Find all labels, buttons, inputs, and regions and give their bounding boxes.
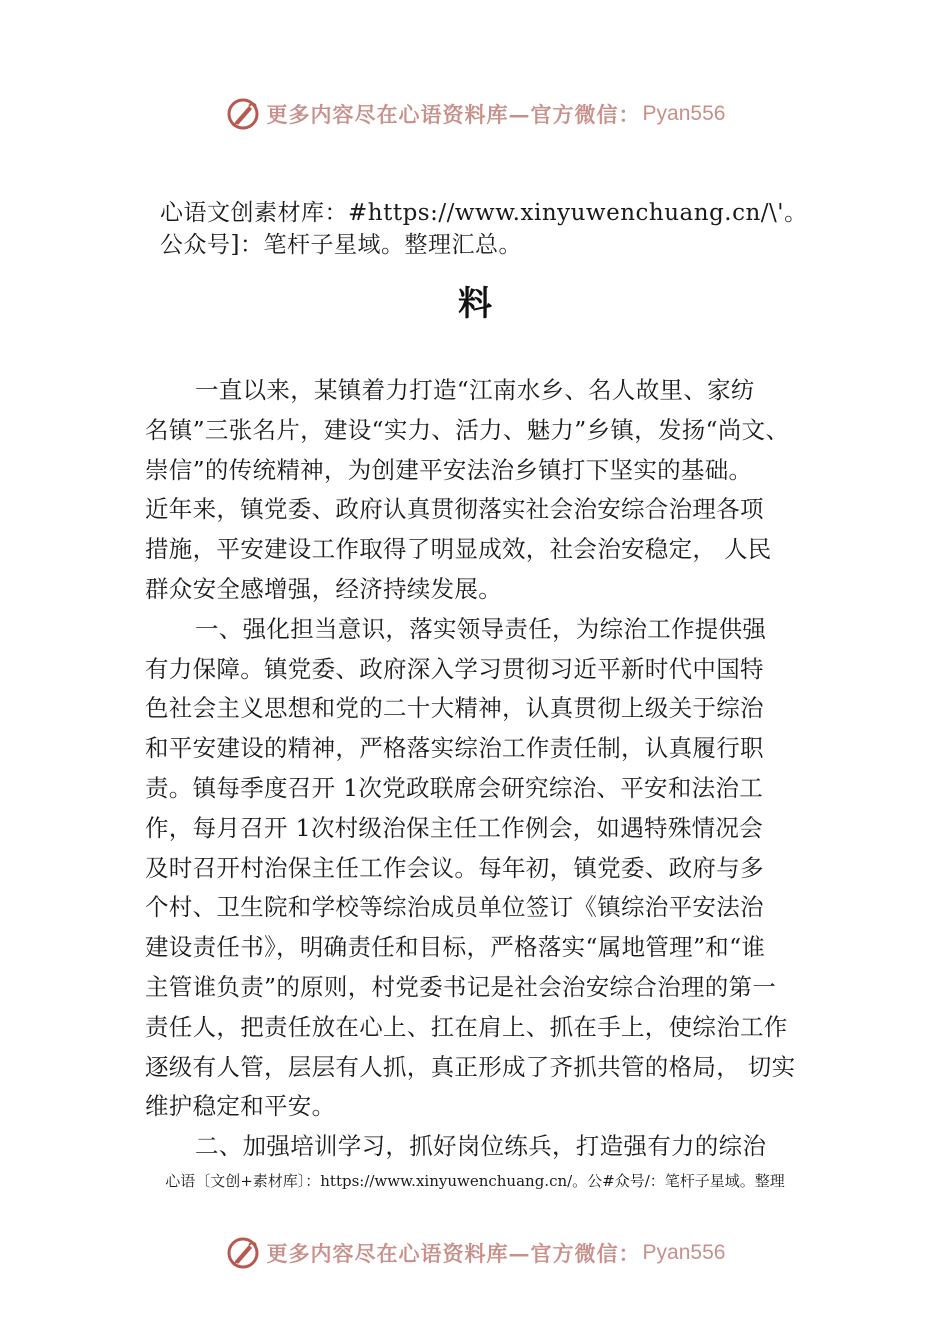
header-account-line: 公众号]：笔杆子星域。整理汇总。	[160, 232, 522, 258]
body-line: 建设责任书》，明确责任和目标，严格落实“属地管理”和“谁	[145, 933, 766, 962]
watermark-bottom	[0, 1231, 950, 1275]
body-line: 一、强化担当意识，落实领导责任，为综治工作提供强	[195, 614, 767, 643]
body-line: 逐级有人管，层层有人抓，真正形成了齐抓共管的格局， 切实	[145, 1052, 796, 1081]
body-line: 崇信”的传统精神，为创建平安法治乡镇打下坚实的基础。	[145, 455, 753, 484]
body-line: 有力保障。镇党委、政府深入学习贯彻习近平新时代中国特	[145, 654, 764, 683]
body-line: 群众安全感增强，经济持续发展。	[145, 574, 502, 603]
watermark-text: 更多内容尽在心语资料库—官方微信：	[266, 102, 641, 127]
body-line: 和平安建设的精神，严格落实综治工作责任制，认真履行职	[145, 734, 764, 763]
watermark-text: 更多内容尽在心语资料库—官方微信：	[266, 1241, 641, 1266]
watermark-top	[0, 92, 950, 136]
page-title: 料	[458, 284, 492, 324]
body-line: 一直以来，某镇着力打造“江南水乡、名人故里、家纺	[195, 376, 755, 404]
document-body	[145, 371, 845, 1167]
watermark-wechat-id: Pyan556	[642, 1241, 726, 1264]
body-line: 作，每月召开 1次村级治保主任工作例会，如遇特殊情况会	[145, 813, 764, 842]
body-line: 及时召开村治保主任工作会议。每年初，镇党委、政府与多	[145, 853, 764, 882]
body-line: 二、加强培训学习，抓好岗位练兵，打造强有力的综治	[195, 1132, 767, 1161]
body-line: 名镇”三张名片，建设“实力、活力、魅力”乡镇，发扬“尚文、	[145, 415, 790, 444]
body-line: 责。镇每季度召开 1次党政联席会研究综治、平安和法治工	[145, 773, 764, 802]
body-line: 维护稳定和平安。	[145, 1092, 336, 1121]
header-source-line: 心语文创素材库：#https://www.xinyuwenchuang.cn/\'。	[160, 200, 808, 226]
body-line: 色社会主义思想和党的二十大精神，认真贯彻上级关于综治	[145, 694, 764, 723]
body-line: 措施，平安建设工作取得了明显成效，社会治安稳定， 人民	[145, 535, 772, 564]
body-line: 责任人，把责任放在心上、扛在肩上、抓在手上，使综治工作	[145, 1012, 788, 1041]
watermark-wechat-id: Pyan556	[642, 102, 726, 125]
footer-source-line: 心语〔文创+素材库〕：https://www.xinyuwenchuang.cn/。公#众号/：笔杆子星域。整理	[165, 1172, 785, 1190]
pen-logo-icon	[225, 1235, 261, 1271]
body-line: 主管谁负责”的原则，村党委书记是社会治安综合治理的第一	[145, 972, 777, 1001]
body-line: 近年来，镇党委、政府认真贯彻落实社会治安综合治理各项	[145, 495, 764, 524]
body-line: 个村、卫生院和学校等综治成员单位签订《镇综治平安法治	[145, 893, 764, 922]
pen-logo-icon	[225, 96, 261, 132]
